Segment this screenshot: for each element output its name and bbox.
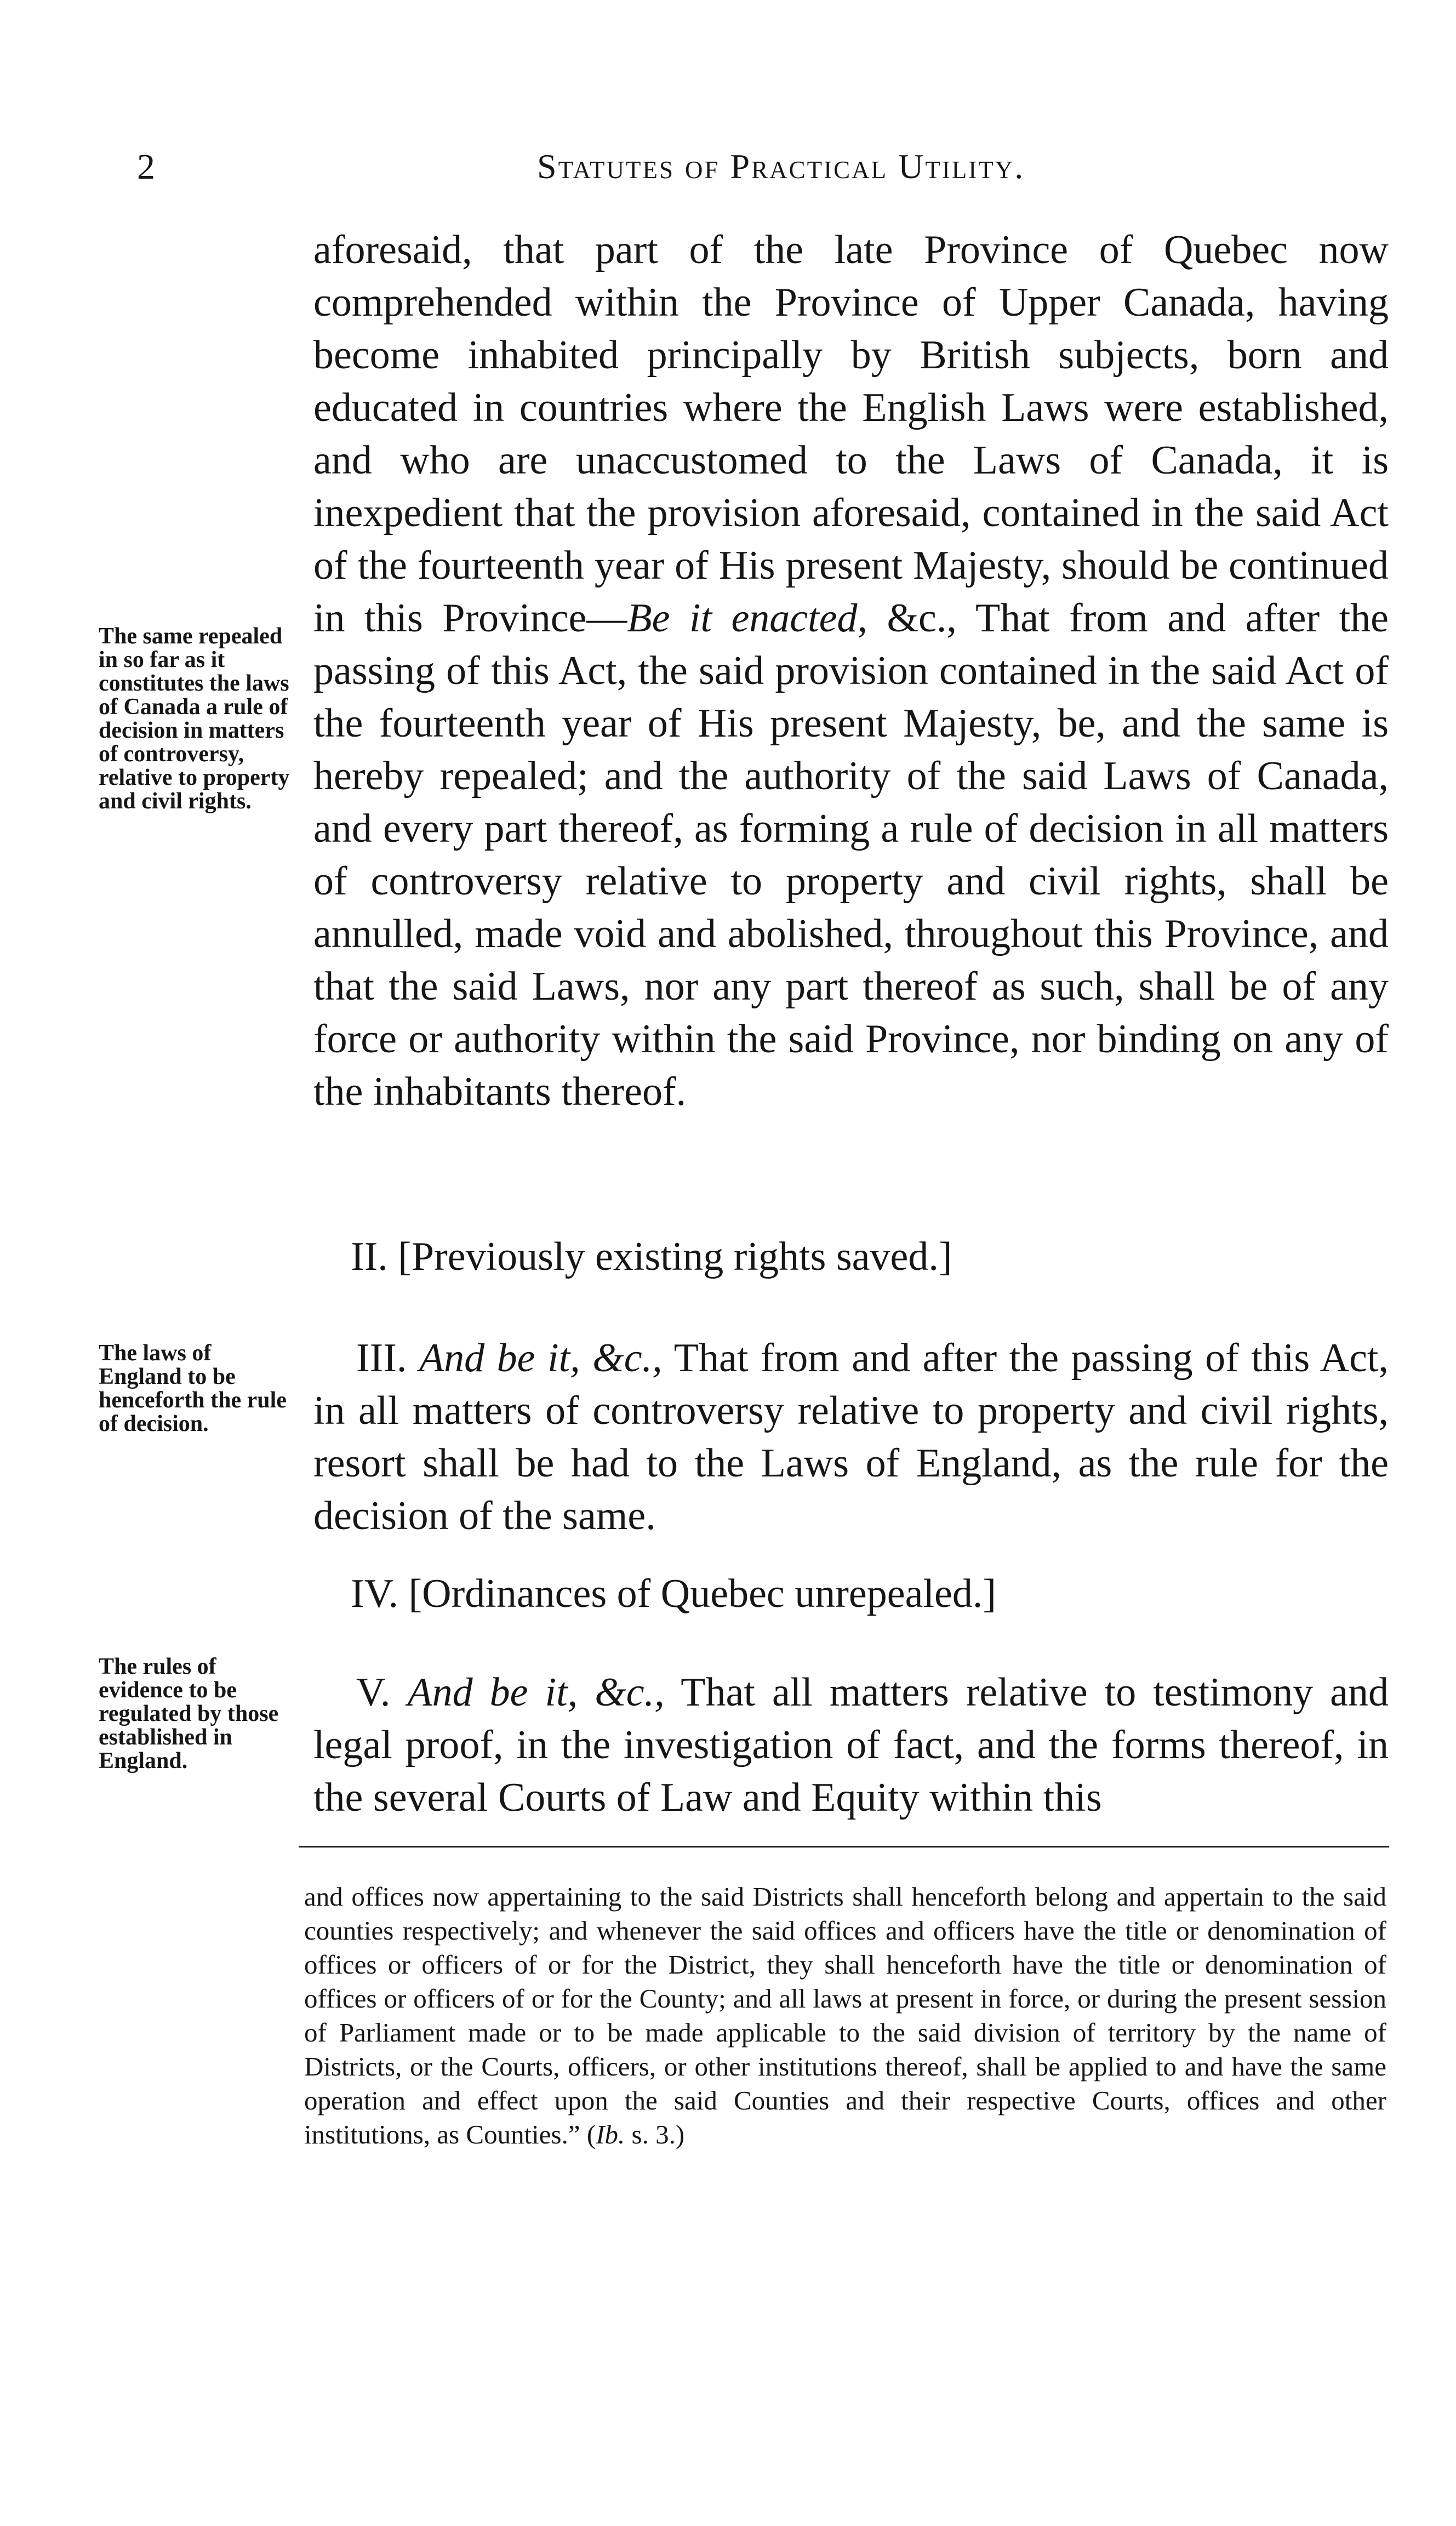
section-4-heading: IV. [Ordinances of Quebec unrepealed.] xyxy=(351,1571,997,1616)
footnote-rule xyxy=(299,1846,1389,1848)
section-2-heading: II. [Previously existing rights saved.] xyxy=(351,1234,952,1279)
enacting-words: Be it enacted, xyxy=(627,596,868,641)
margin-note-repeal: The same repealed in so far as it constitutes the laws of Canada a rule of decision in matters of controversy, relative to property and civil rights. xyxy=(99,624,290,814)
section-5-paragraph xyxy=(313,1666,1389,1824)
footnote-citation-section: s. 3.) xyxy=(625,2119,685,2149)
section-3-paragraph xyxy=(313,1332,1389,1542)
section-3-text: That from and after the passing of this Act, in all matters of controversy relative to property and civil rights, resort shall be had to the Laws of England, as the rule for the decision of the same. xyxy=(313,1336,1389,1538)
margin-note-laws-of-england: The laws of England to be henceforth the rule of decision. xyxy=(99,1341,287,1436)
section-3-number: III. xyxy=(356,1336,419,1381)
running-head: Statutes of Practical Utility. xyxy=(537,147,1025,186)
footnote xyxy=(304,1880,1386,2152)
section-5-enacting-words: And be it, &c., xyxy=(407,1670,665,1715)
margin-note-rules-of-evidence: The rules of evidence to be regulated by those established in England. xyxy=(99,1654,279,1774)
page-number: 2 xyxy=(137,147,155,187)
section-5-text: That all matters relative to testimony and legal proof, in the investigation of fact, and the forms thereof, in the several Courts of Law and Equity within this xyxy=(313,1670,1389,1820)
preamble-text: aforesaid, that part of the late Province of Quebec now comprehended within the Province of Upper Canada, having become inhabited principally by British subjects, born and educated in countries where the English Laws were established, and who are unaccustomed to the Laws of Canada, it is inexpedient that the provision aforesaid, contained in the said Act of the fourteenth year of His present Majesty, should be continued in this Province— xyxy=(313,227,1389,641)
footnote-text: and offices now appertaining to the said Districts shall henceforth belong and appertain to the said counties respectively; and whenever the said offices and officers have the title or denomination of offices or officers of or for the District, they shall henceforth have the title or denomination of offices or officers of or for the County; and all laws at present in force, or during the present session of Parliament made or to be made applicable to the said division of territory by the name of Districts, or the Courts, officers, or other institutions thereof, shall be applied to and have the same operation and effect upon the said Counties and their respective Courts, offices and other institutions, as Counties.” ( xyxy=(304,1881,1386,2149)
section-3-enacting-words: And be it, &c., xyxy=(419,1336,663,1381)
section-5-number: V. xyxy=(356,1670,408,1715)
section-1-text: &c., That from and after the passing of this Act, the said provision contained in the said Act of the fourteenth year of His present Majesty, be, and the same is hereby repealed; and the authority of the said Laws of Canada, and every part thereof, as forming a rule of decision in all matters of controversy relative to property and civil rights, shall be annulled, made void and abolished, throughout this Province, and that the said Laws, nor any part thereof as such, shall be of any force or authority within the said Province, nor binding on any of the inhabitants thereof. xyxy=(313,596,1389,1114)
footnote-citation-ib: Ib. xyxy=(596,2119,625,2149)
body-paragraph-preamble xyxy=(313,224,1389,1118)
